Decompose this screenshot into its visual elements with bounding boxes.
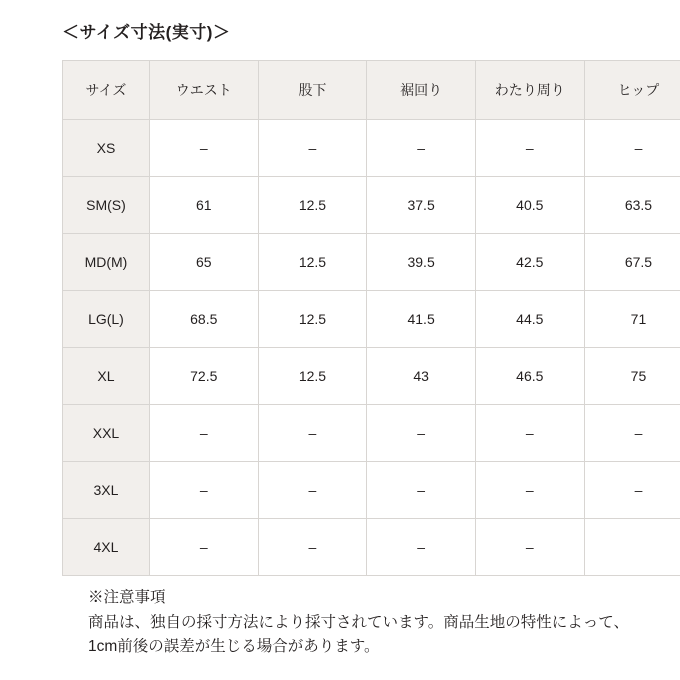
cell-xxl-hem: – xyxy=(367,405,476,462)
notes-body: 商品は、独自の採寸方法により採寸されています。商品生地の特性によって、1cm前後の誤差が生じる場合があります。 xyxy=(88,614,629,656)
table-row xyxy=(63,405,680,462)
cell-4xl-thigh: – xyxy=(475,519,584,576)
column-header-thigh: わたり周り xyxy=(475,61,584,120)
table-row xyxy=(63,234,680,291)
row-label-xs: XS xyxy=(63,120,150,177)
cell-xs-thigh: – xyxy=(475,120,584,177)
cell-xl-inseam: 12.5 xyxy=(258,348,367,405)
cell-xl-hip: 75 xyxy=(584,348,680,405)
table-row xyxy=(63,519,680,576)
table-row xyxy=(63,348,680,405)
row-label-lg: LG(L) xyxy=(63,291,150,348)
row-label-xl: XL xyxy=(63,348,150,405)
cell-xs-inseam: – xyxy=(258,120,367,177)
cell-4xl-hem: – xyxy=(367,519,476,576)
cell-xs-hip: – xyxy=(584,120,680,177)
cell-xl-waist: 72.5 xyxy=(149,348,258,405)
table-body xyxy=(63,120,680,576)
column-header-size: サイズ xyxy=(63,61,150,120)
cell-xxl-hip: – xyxy=(584,405,680,462)
cell-sm-waist: 61 xyxy=(149,177,258,234)
cell-lg-hem: 41.5 xyxy=(367,291,476,348)
table-row xyxy=(63,291,680,348)
cell-xxl-thigh: – xyxy=(475,405,584,462)
cell-xl-thigh: 46.5 xyxy=(475,348,584,405)
cell-md-waist: 65 xyxy=(149,234,258,291)
row-label-md: MD(M) xyxy=(63,234,150,291)
page-title: ＜サイズ寸法(実寸)＞ xyxy=(62,23,231,42)
cell-lg-inseam: 12.5 xyxy=(258,291,367,348)
cell-4xl-waist: – xyxy=(149,519,258,576)
row-label-sm: SM(S) xyxy=(63,177,150,234)
column-header-hem: 裾回り xyxy=(367,61,476,120)
cell-md-hem: 39.5 xyxy=(367,234,476,291)
cell-md-hip: 67.5 xyxy=(584,234,680,291)
row-label-4xl: 4XL xyxy=(63,519,150,576)
notes-section xyxy=(88,586,648,659)
table-row xyxy=(63,462,680,519)
cell-sm-hem: 37.5 xyxy=(367,177,476,234)
cell-sm-hip: 63.5 xyxy=(584,177,680,234)
notes-heading: ※注意事項 xyxy=(88,589,166,606)
cell-4xl-hip xyxy=(584,519,680,576)
column-header-inseam: 股下 xyxy=(258,61,367,120)
column-header-waist: ウエスト xyxy=(149,61,258,120)
cell-xs-waist: – xyxy=(149,120,258,177)
cell-xxl-inseam: – xyxy=(258,405,367,462)
row-label-3xl: 3XL xyxy=(63,462,150,519)
cell-3xl-hem: – xyxy=(367,462,476,519)
cell-3xl-waist: – xyxy=(149,462,258,519)
size-table xyxy=(62,60,680,576)
cell-sm-thigh: 40.5 xyxy=(475,177,584,234)
cell-3xl-thigh: – xyxy=(475,462,584,519)
size-table-container xyxy=(62,60,680,576)
table-row xyxy=(63,177,680,234)
cell-lg-waist: 68.5 xyxy=(149,291,258,348)
cell-lg-thigh: 44.5 xyxy=(475,291,584,348)
cell-xl-hem: 43 xyxy=(367,348,476,405)
cell-3xl-hip: – xyxy=(584,462,680,519)
cell-lg-hip: 71 xyxy=(584,291,680,348)
cell-xs-hem: – xyxy=(367,120,476,177)
table-row xyxy=(63,120,680,177)
table-header-row xyxy=(63,61,680,120)
cell-md-thigh: 42.5 xyxy=(475,234,584,291)
column-header-hip: ヒップ xyxy=(584,61,680,120)
cell-3xl-inseam: – xyxy=(258,462,367,519)
table-header xyxy=(63,61,680,120)
cell-4xl-inseam: – xyxy=(258,519,367,576)
cell-md-inseam: 12.5 xyxy=(258,234,367,291)
cell-xxl-waist: – xyxy=(149,405,258,462)
cell-sm-inseam: 12.5 xyxy=(258,177,367,234)
row-label-xxl: XXL xyxy=(63,405,150,462)
